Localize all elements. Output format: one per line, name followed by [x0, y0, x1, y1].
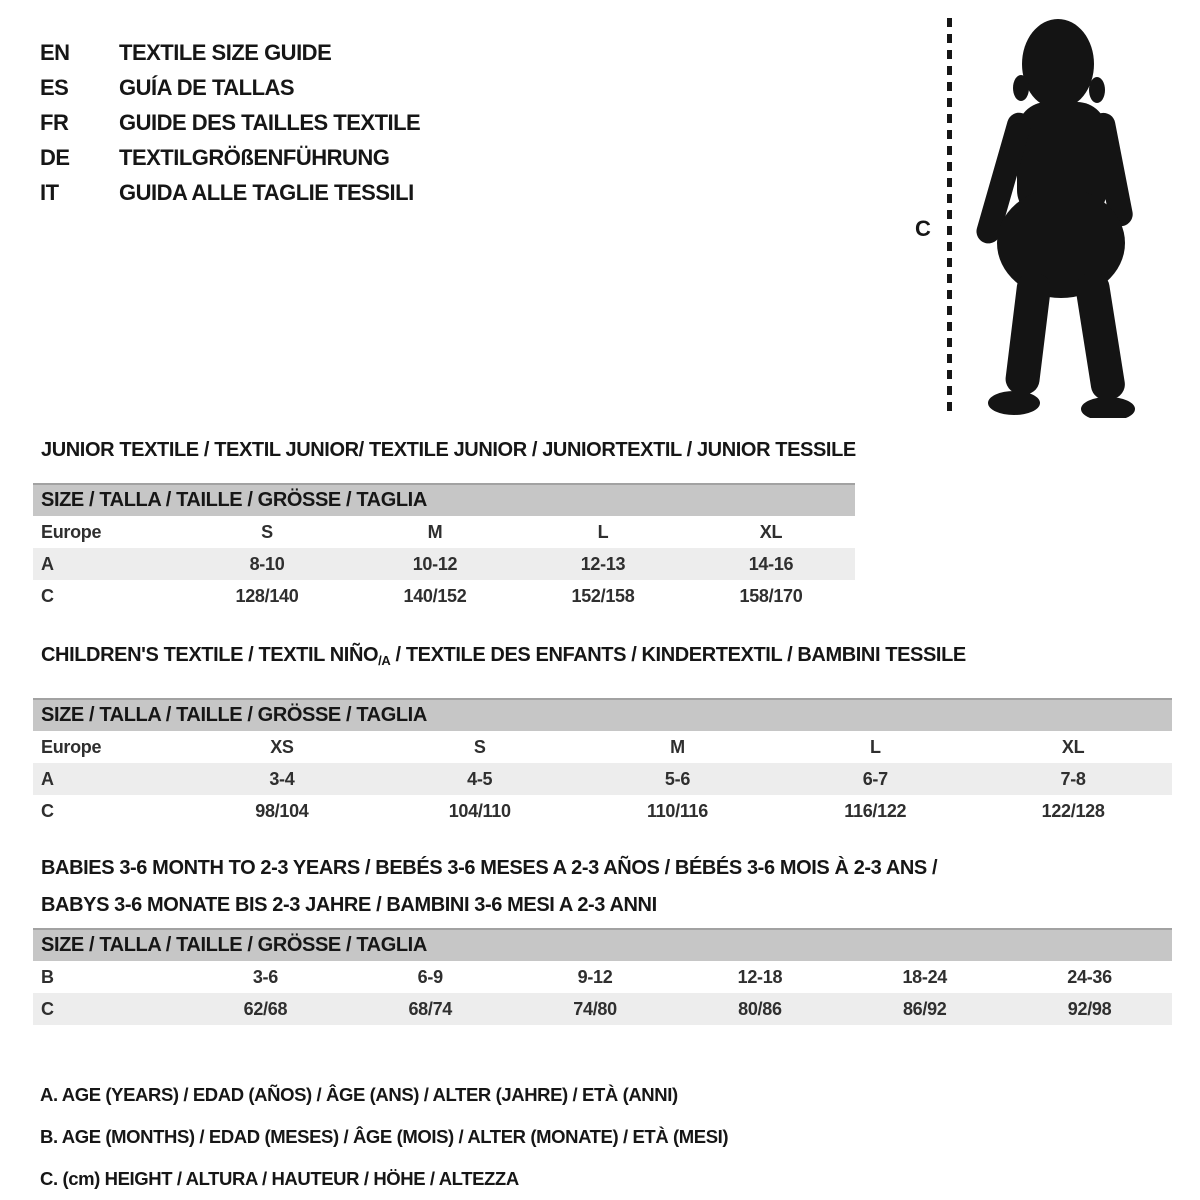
language-row-fr [40, 105, 420, 140]
cell-value: 18-24 [902, 966, 947, 987]
size-header-row [33, 929, 1172, 961]
cell-value: 92/98 [1007, 993, 1172, 1025]
section-title [33, 887, 1172, 924]
language-code: IT [40, 179, 59, 205]
cell-value: 110/116 [647, 800, 708, 821]
cell-value: L [597, 521, 609, 542]
section-babies-textile [33, 850, 1172, 1025]
cell-value: 6-7 [776, 763, 974, 795]
cell-value: 122/128 [1041, 800, 1105, 821]
cell-value: M [670, 736, 685, 757]
table-row-c [33, 993, 1172, 1025]
cell-value: S [261, 521, 273, 542]
cell-value: 14-16 [687, 548, 855, 580]
language-code: EN [40, 39, 70, 65]
cell-value: XL [759, 521, 783, 542]
cell-value: 158/170 [739, 585, 803, 606]
size-table-junior-textile [33, 483, 855, 612]
row-label: C [33, 993, 183, 1025]
cell-value: 86/92 [842, 993, 1007, 1025]
cell-value: 140/152 [403, 585, 467, 606]
size-header-cell: SIZE / TALLA / TAILLE / GRÖSSE / TAGLIA [33, 929, 1172, 961]
language-row-de [40, 140, 420, 175]
section-title [33, 437, 855, 463]
cell-value: 24-36 [1067, 966, 1112, 987]
cell-value: 10-12 [351, 548, 519, 580]
cell-value: 3-4 [183, 763, 381, 795]
footnote-line: A. AGE (YEARS) / EDAD (AÑOS) / ÂGE (ANS) / ALTER (JAHRE) / ETÀ (ANNI) [40, 1084, 678, 1105]
footnote-line: B. AGE (MONTHS) / EDAD (MESES) / ÂGE (MOIS) / ALTER (MONATE) / ETÀ (MESI) [40, 1126, 729, 1147]
language-row-it [40, 175, 420, 210]
language-code: FR [40, 109, 69, 135]
cell-value: 4-5 [381, 763, 579, 795]
row-label: C [41, 800, 54, 821]
footnotes [40, 1074, 728, 1200]
size-header-cell: SIZE / TALLA / TAILLE / GRÖSSE / TAGLIA [33, 699, 1172, 731]
table-row-b [33, 961, 1172, 993]
section-title-text: /A [378, 653, 391, 668]
size-header-cell: SIZE / TALLA / TAILLE / GRÖSSE / TAGLIA [33, 484, 855, 516]
row-label: Europe [41, 521, 102, 542]
cell-value: 74/80 [513, 993, 678, 1025]
language-guide-title: TEXTILGRÖßENFÜHRUNG [119, 144, 390, 170]
cell-value: 80/86 [677, 993, 842, 1025]
language-row-en [40, 35, 420, 70]
section-junior-textile [33, 437, 855, 612]
table-row-c [33, 580, 855, 612]
language-code: ES [40, 74, 69, 100]
section-title-text: BABYS 3-6 MONATE BIS 2-3 JAHRE / BAMBINI 3-6 MESI A 2-3 ANNI [41, 894, 657, 916]
cell-value: 5-6 [579, 763, 777, 795]
cell-value: 62/68 [183, 993, 348, 1025]
height-measure-label: C [915, 216, 931, 241]
height-dashed-line [947, 18, 952, 416]
table-row-a [33, 548, 855, 580]
cell-value: 9-12 [577, 966, 613, 987]
size-table-childrens-textile [33, 698, 1172, 827]
cell-value: 128/140 [235, 585, 299, 606]
cell-value: XL [1061, 736, 1085, 757]
cell-value: M [427, 521, 443, 542]
footnote-line: C. (cm) HEIGHT / ALTURA / HAUTEUR / HÖHE / ALTEZZA [40, 1168, 519, 1189]
cell-value: S [473, 736, 486, 757]
language-code: DE [40, 144, 70, 170]
section-title-text: CHILDREN'S TEXTILE / TEXTIL NIÑO [41, 644, 379, 666]
cell-value: 12-13 [519, 548, 687, 580]
size-table-babies-textile [33, 928, 1172, 1025]
language-guide-title: GUIDA ALLE TAGLIE TESSILI [119, 179, 414, 205]
cell-value: L [869, 736, 881, 757]
size-header-row [33, 699, 1172, 731]
cell-value: 8-10 [183, 548, 351, 580]
row-label: A [33, 763, 183, 795]
language-guide-title: GUÍA DE TALLAS [119, 74, 295, 100]
row-label: C [41, 585, 54, 606]
cell-value: 6-9 [417, 966, 443, 987]
section-title [33, 642, 1172, 674]
section-title-text: JUNIOR TEXTILE / TEXTIL JUNIOR/ TEXTILE JUNIOR / JUNIORTEXTIL / JUNIOR TESSILE [41, 439, 856, 461]
section-title [33, 850, 1172, 887]
section-childrens-textile [33, 642, 1172, 827]
size-header-row [33, 484, 855, 516]
table-row-a [33, 763, 1172, 795]
cell-value: 3-6 [252, 966, 278, 987]
cell-value: 116/122 [844, 800, 907, 821]
language-guide-title: GUIDE DES TAILLES TEXTILE [119, 109, 421, 135]
toddler-silhouette-icon [962, 18, 1137, 418]
cell-value: 68/74 [348, 993, 513, 1025]
cell-value: 104/110 [448, 800, 511, 821]
row-label: B [41, 966, 54, 987]
cell-value: 152/158 [571, 585, 635, 606]
cell-value: XS [270, 736, 294, 757]
table-row-europe [33, 516, 855, 548]
cell-value: 12-18 [737, 966, 783, 987]
table-row-europe [33, 731, 1172, 763]
cell-value: 98/104 [255, 800, 309, 821]
language-row-es [40, 70, 420, 105]
table-row-c [33, 795, 1172, 827]
row-label: Europe [41, 736, 102, 757]
language-title-list [40, 35, 420, 210]
section-title-text: / TEXTILE DES ENFANTS / KINDERTEXTIL / BAMBINI TESSILE [390, 644, 966, 666]
row-label: A [33, 548, 183, 580]
language-guide-title: TEXTILE SIZE GUIDE [119, 39, 332, 65]
section-title-text: BABIES 3-6 MONTH TO 2-3 YEARS / BEBÉS 3-6 MESES A 2-3 AÑOS / BÉBÉS 3-6 MOIS À 2-3 ANS / [41, 857, 938, 879]
cell-value: 7-8 [974, 763, 1172, 795]
